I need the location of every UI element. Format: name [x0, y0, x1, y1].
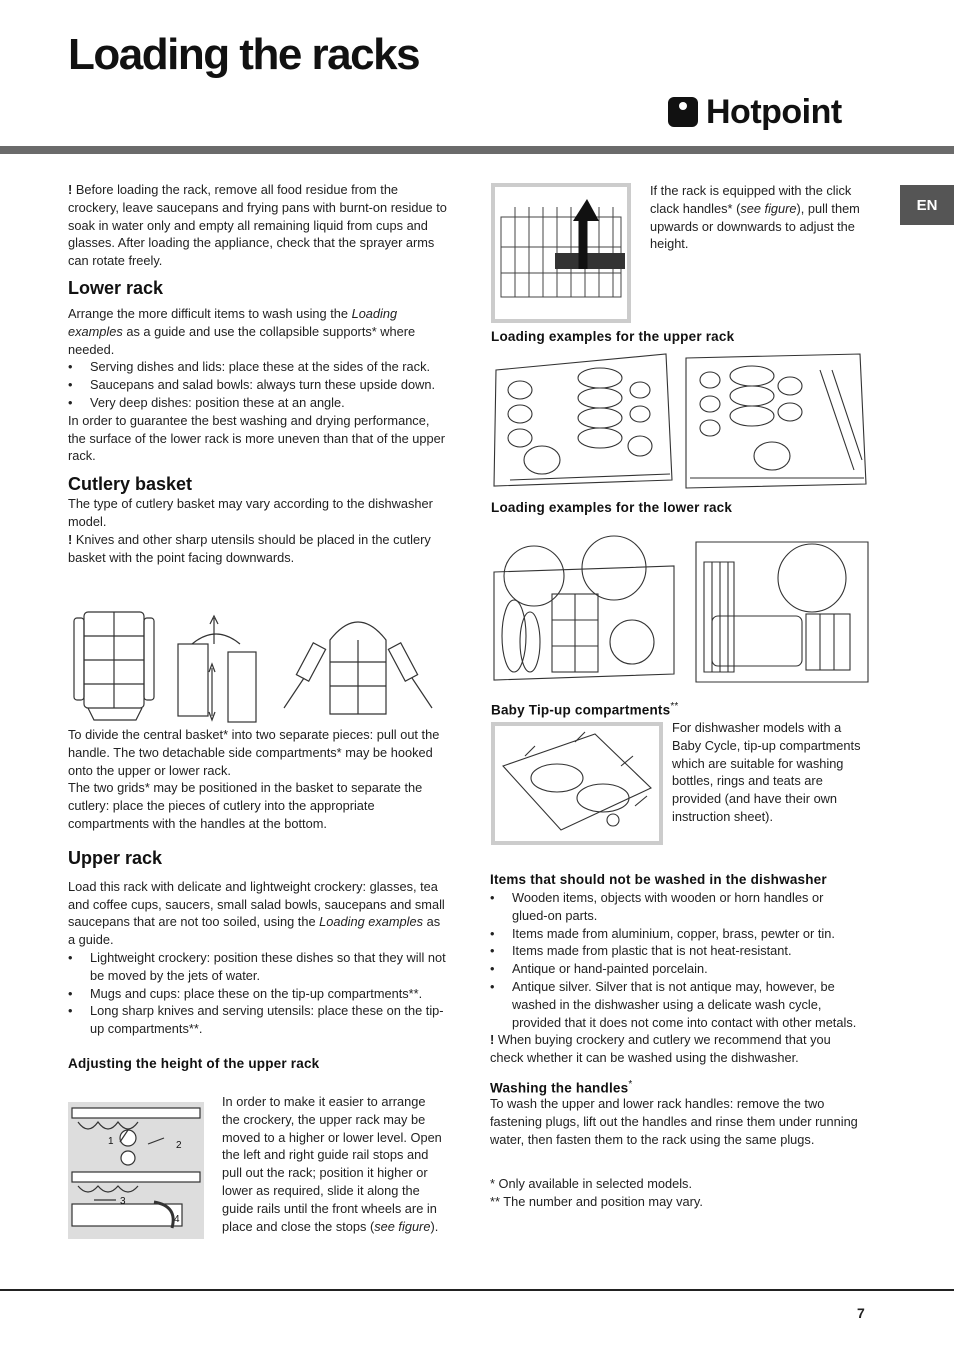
lower-rack-examples-illustration [490, 532, 870, 690]
list-item: • Very deep dishes: position these at an angle. [68, 394, 448, 412]
upper-rack-list [68, 949, 448, 1038]
cutlery-paragraph-3: To divide the central basket* into two separate pieces: pull out the handle. The two detachable side compartments* may be hooked onto the upper or lower rack. [68, 727, 440, 778]
step-label: 4 [174, 1214, 180, 1225]
click-clack-illustration [491, 183, 631, 323]
list-item: • Items made from plastic that is not heat-resistant. [490, 942, 860, 960]
language-tab: EN [900, 185, 954, 225]
not-washed-list [490, 889, 860, 1031]
lower-examples-heading: Loading examples for the lower rack [491, 500, 733, 515]
list-item: • Antique or hand-painted porcelain. [490, 960, 860, 978]
upper-rack-examples-illustration [490, 350, 870, 492]
cutlery-paragraph-1: The type of cutlery basket may vary according to the dishwasher model. [68, 496, 433, 529]
cutlery-warning: ! Knives and other sharp utensils should be placed in the cutlery basket with the point facing downwards. [68, 531, 431, 565]
adjust-height-illustration [68, 1102, 204, 1239]
handles-heading: Washing the handles* [490, 1078, 633, 1096]
click-clack-paragraph: If the rack is equipped with the click clack handles* (see figure), pull them upwards or downwards to adjust the height. [650, 183, 860, 252]
lower-rack-heading: Lower rack [68, 277, 164, 298]
intro-paragraph: ! Before loading the rack, remove all food residue from the crockery, leave saucepans and frying pans with burnt-on residue to soak in water only and empty all remaining liquid from cups and glasses. After loading the appliance, check that the sprayer arms can rotate freely. [68, 182, 447, 269]
baby-heading: Baby Tip-up compartments** [491, 701, 679, 718]
upper-rack-paragraph: Load this rack with delicate and lightweight crockery: glasses, tea and coffee cups, saucers, small salad bowls, saucepans and small saucepans that are not too soiled, using the Loading examples as a guide. [68, 878, 445, 948]
header-divider [0, 146, 954, 154]
list-item: • Wooden items, objects with wooden or horn handles or glued-on parts. [490, 889, 860, 925]
step-label: 3 [120, 1196, 126, 1207]
lower-rack-paragraph: Arrange the more difficult items to wash using the Loading examples as a guide and use the collapsible supports* where needed. [68, 305, 416, 357]
adjust-paragraph: In order to make it easier to arrange the crockery, the upper rack may be moved to a higher or lower level. Open the left and right guide rail stops and pull out the rack; position it higher or lower as required, slide it along the guide rails until the front wheels are in place and close the stops (see figure). [222, 1094, 442, 1234]
list-item: • Antique silver. Silver that is not antique may, however, be washed in the dishwasher using a delicate wash cycle, provided that it does not come into contact with other metals. [490, 978, 860, 1031]
step-label: 1 [108, 1136, 114, 1147]
page-title: Loading the racks [68, 30, 420, 79]
lower-rack-list [68, 358, 448, 411]
hotpoint-logo-icon [668, 97, 698, 127]
page-number: 7 [857, 1305, 865, 1321]
list-item: • Items made from aluminium, copper, brass, pewter or tin. [490, 925, 860, 943]
not-washed-heading: Items that should not be washed in the dishwasher [490, 872, 827, 887]
left-column [68, 181, 448, 566]
cutlery-basket-illustration [68, 604, 446, 726]
upper-examples-heading: Loading examples for the upper rack [491, 329, 735, 344]
not-washed-section [490, 872, 860, 1210]
footer-divider [0, 1289, 954, 1291]
cutlery-basket-heading: Cutlery basket [68, 474, 193, 495]
footnote: * Only available in selected models. [490, 1175, 693, 1191]
list-item: • Mugs and cups: place these on the tip-up compartments**. [68, 985, 448, 1003]
purchase-note: ! When buying crockery and cutlery we recommend that you check whether it can be washed using the dishwasher. [490, 1032, 831, 1066]
brand-name: Hotpoint [706, 92, 842, 131]
list-item: • Long sharp knives and serving utensils: place these on the tip-up compartments**. [68, 1002, 448, 1038]
cutlery-paragraph-4: The two grids* may be positioned in the basket to separate the cutlery: place the pieces of cutlery into the appropriate compartments with the handles at the bottom. [68, 780, 423, 831]
cutlery-details [68, 726, 448, 1071]
list-item: • Lightweight crockery: position these dishes so that they will not be moved by the jets of water. [68, 949, 448, 985]
adjust-heading: Adjusting the height of the upper rack [68, 1055, 320, 1071]
footnote: ** The number and position may vary. [490, 1193, 703, 1209]
brand-logo [668, 92, 842, 132]
handles-paragraph: To wash the upper and lower rack handles: remove the two fastening plugs, lift out the handles and rinse them under running water, then fasten them to the rack using the same plugs. [490, 1096, 858, 1148]
upper-rack-heading: Upper rack [68, 847, 163, 868]
step-label: 2 [176, 1140, 182, 1151]
lower-rack-note: In order to guarantee the best washing and drying performance, the surface of the lower rack is more uneven than that of the upper rack. [68, 412, 446, 464]
baby-paragraph: For dishwasher models with a Baby Cycle, tip-up compartments which are suitable for washing bottles, rings and teats are provided (and have their own instruction sheet). [672, 720, 861, 824]
baby-compartments-illustration [491, 722, 663, 845]
list-item: • Serving dishes and lids: place these at the sides of the rack. [68, 358, 448, 376]
list-item: • Saucepans and salad bowls: always turn these upside down. [68, 376, 448, 394]
